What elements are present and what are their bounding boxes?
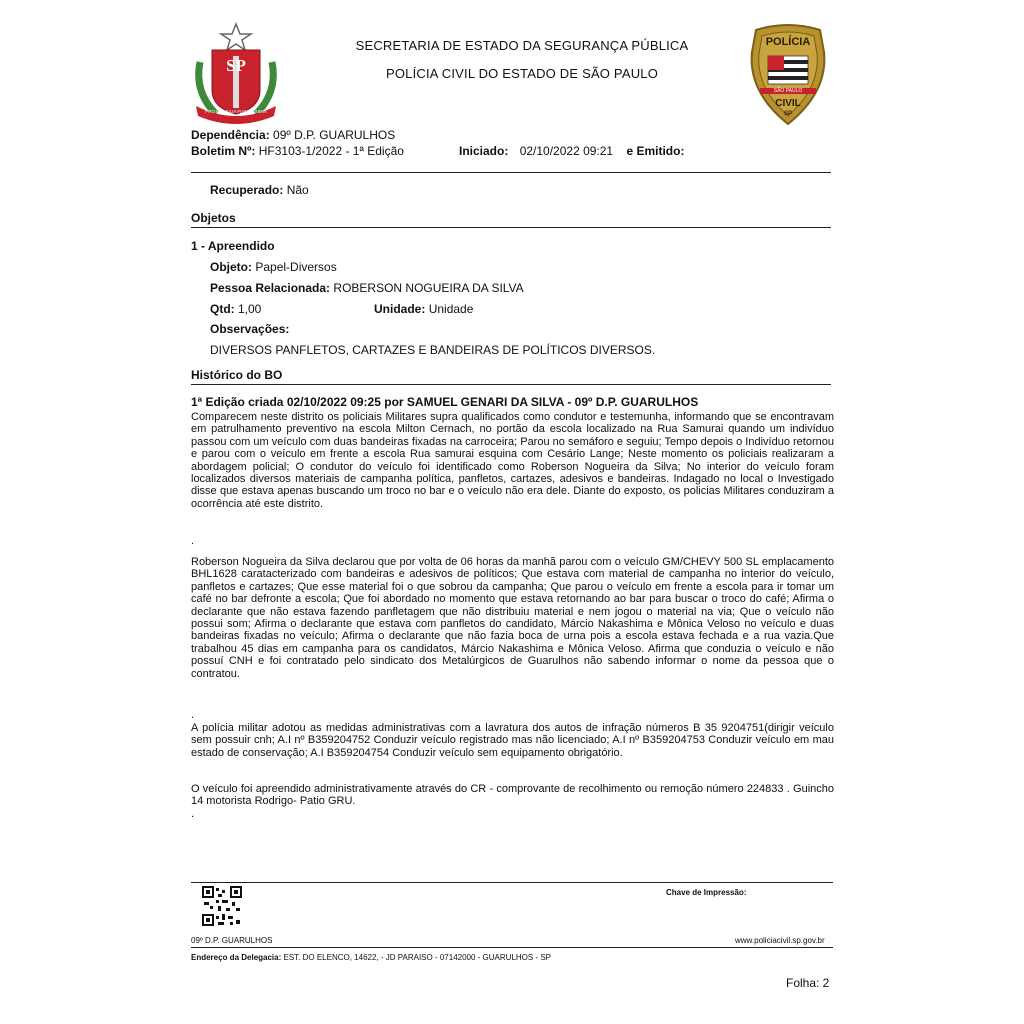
- divider: [191, 384, 831, 385]
- boletim-row: [191, 144, 404, 158]
- separator-dot: .: [191, 808, 195, 820]
- policia-civil-badge: [748, 22, 828, 126]
- unidade-label: Unidade:: [374, 302, 426, 316]
- header-policia-civil: POLÍCIA CIVIL DO ESTADO DE SÃO PAULO: [385, 66, 659, 81]
- historico-edition-line: 1ª Edição criada 02/10/2022 09:25 por SAMUEL GENARI DA SILVA - 09º D.P. GUARULHOS: [191, 395, 699, 409]
- historico-paragraph-2: Roberson Nogueira da Silva declarou que por volta de 06 horas da manhã parou com o veículo GM/CHEVY 500 SL emplacamento BHL1628 caratacterizado com bandeiras e adesivos de políticos; Que estava com material de campanha no interior do veículo, panfletos e cartazes; Que esse material foi o que sobrou da campanha; Que parou o veículo em frente a escola para ir tomar um café no bar defronte a escola; Que foi abordado no momento que estava retornando ao bar para buscar o troco do café; Afirma o declarante que não estava fazendo panfletagem que não distribuiu material e nem jogou o material na via; Que o veículo não possui som; Afirma o declarante que estava com panfletos do candidato, Márcio Nakashima e Mônica Veloso no veículo e duas bandeiras fixadas no veículo; Afirma o declarante que não fazia boca de urna pois a escola estava fechada e a rua vazia.Que trabalhou 45 dias em campanha para os candidatos, Márcio Nakashima e Mônica Veloso. Afirma que conduzia o veículo e não possuí CNH e foi contratado pelo sindicato dos Metalúrgicos de Guarulhos não sabendo informar o nome da pessoa que o contratou.: [191, 556, 834, 680]
- unidade-value: Unidade: [428, 302, 474, 316]
- historico-section-title: Histórico do BO: [191, 368, 283, 382]
- badge-policia-text: POLÍCIA: [765, 36, 811, 48]
- iniciado-row: [459, 144, 684, 158]
- historico-paragraph-1: Comparecem neste distrito os policiais Militares supra qualificados como condutor e testemunha, informando que se encontravam em patrulhamento preventivo na escola Milton Cernach, no portão da escola localizado na Rua Samurai quando um indivíduo passou com um veículo com duas bandeiras fixadas na carroceira; Parou no semáforo e seguiu; Tempo depois o Indivíduo retornou e parou com o veículo em frente a escola Rua samurai esquina com Cesário Lange; Neste momento os policiais realizaram a abordagem policial; O condutor do veículo foi identificado como Roberson Nogueira da Silva; No interior do veículo foram localizados diversos materiais de campanha política, panfletos, cartazes, adesivos e bandeiras. Indagado no local o Investigado disse que estava apenas buscando um troco no bar e o veículo não era dele. Diante do exposto, os policias Militares conduziram a ocorrência até este distrito.: [191, 411, 834, 510]
- qtd-value: 1,00: [238, 302, 262, 316]
- qtd-row: [210, 302, 261, 316]
- recuperado-label: Recuperado:: [210, 183, 284, 197]
- iniciado-value: 02/10/2022 09:21: [519, 144, 614, 158]
- pessoa-value: ROBERSON NOGUEIRA DA SILVA: [333, 281, 524, 295]
- footer-divider: [191, 882, 833, 883]
- separator-dot: .: [191, 535, 195, 547]
- historico-paragraph-4: O veículo foi apreendido administrativamente através do CR - comprovante de recolhimento ou remoção número 224833 . Guincho 14 motorista Rodrigo- Patio GRU.: [191, 783, 834, 808]
- chave-impressao-label: Chave de Impressão:: [666, 888, 747, 897]
- apreendido-item-title: 1 - Apreendido: [191, 239, 275, 253]
- footer-website: www.policiacivil.sp.gov.br: [735, 936, 825, 945]
- dependencia-value: 09º D.P. GUARULHOS: [273, 128, 396, 142]
- badge-civil-text: CIVIL: [775, 98, 801, 109]
- endereco-label: Endereço da Delegacia:: [191, 953, 282, 962]
- header-secretaria: SECRETARIA DE ESTADO DA SEGURANÇA PÚBLICA: [355, 38, 689, 53]
- historico-paragraph-3: A polícia militar adotou as medidas administrativas com a lavratura dos autos de infração números B 35 9204751(dirigir veículo sem possuir cnh; A.I nº B359204752 Conduzir veículo registrado mas não licenciado; A.I nº B359204753 Conduzir veículo em mau estado de conservação; A.I B359204754 Conduzir veículo sem equipamento obrigatório.: [191, 722, 834, 759]
- qr-code-icon: [202, 886, 242, 926]
- footer-unit: 09º D.P. GUARULHOS: [191, 936, 273, 945]
- qtd-label: Qtd:: [210, 302, 235, 316]
- emitido-label: e Emitido:: [626, 144, 685, 158]
- separator-dot: .: [191, 709, 195, 721]
- badge-sp-text: SP: [783, 111, 792, 117]
- pessoa-row: [210, 281, 524, 295]
- page-number: Folha: 2: [786, 976, 830, 990]
- dependencia-row: [191, 128, 395, 142]
- observacoes-value: DIVERSOS PANFLETOS, CARTAZES E BANDEIRAS DE POLÍTICOS DIVERSOS.: [210, 343, 656, 357]
- objeto-row: [210, 260, 337, 274]
- endereco-row: [191, 953, 551, 962]
- objetos-section-title: Objetos: [191, 211, 236, 225]
- endereco-value: EST. DO ELENCO, 14622, - JD PARAISO - 07142000 - GUARULHOS - SP: [283, 953, 552, 962]
- divider: [191, 172, 831, 173]
- badge-sao-paulo-text: SÃO PAULO: [773, 88, 803, 94]
- iniciado-label: Iniciado:: [459, 144, 509, 158]
- seal-sp-letters: SP: [226, 56, 246, 75]
- seal-ribbon-motto: PRO BRASILIA FIANT EXIMIA: [205, 109, 267, 114]
- unidade-row: [374, 302, 473, 316]
- pessoa-label: Pessoa Relacionada:: [210, 281, 331, 295]
- recuperado-value: Não: [286, 183, 309, 197]
- boletim-value: HF3103-1/2022 - 1ª Edição: [258, 144, 404, 158]
- dependencia-label: Dependência:: [191, 128, 270, 142]
- sao-paulo-state-seal: [190, 22, 282, 124]
- boletim-label: Boletim Nº:: [191, 144, 256, 158]
- observacoes-label: Observações:: [210, 322, 290, 336]
- objeto-label: Objeto:: [210, 260, 252, 274]
- divider: [191, 227, 831, 228]
- objeto-value: Papel-Diversos: [255, 260, 337, 274]
- footer-divider: [191, 947, 833, 948]
- recuperado-row: [210, 183, 309, 197]
